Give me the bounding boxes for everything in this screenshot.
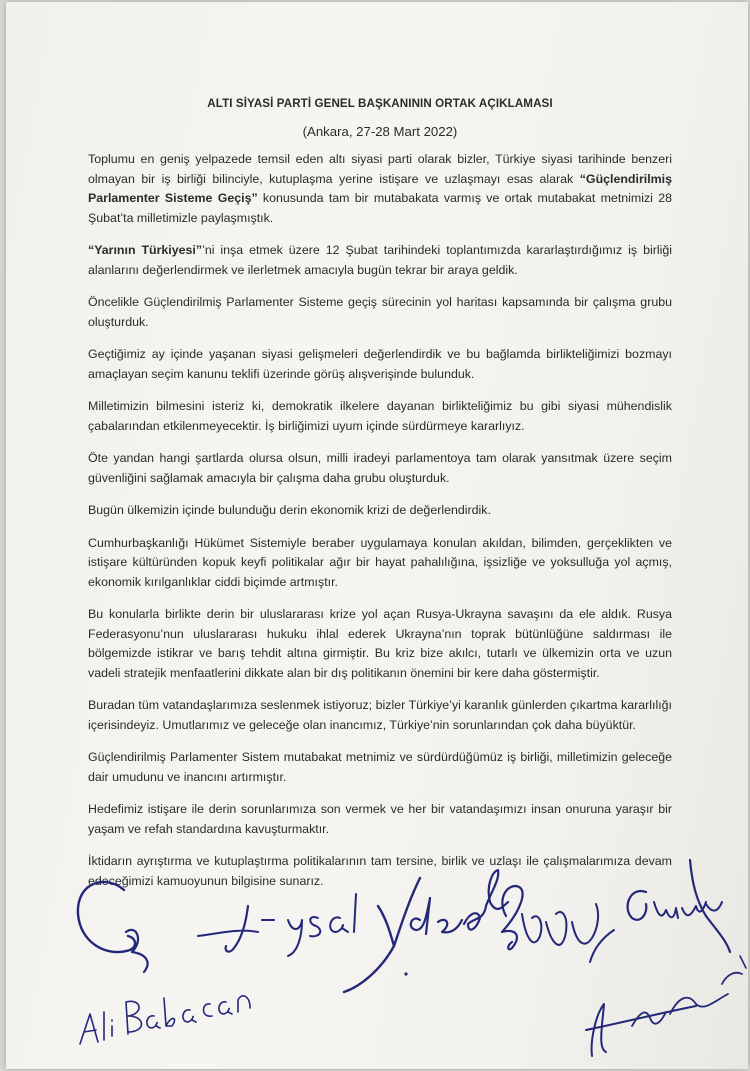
- paragraph-6: Öte yandan hangi şartlarda olursa olsun, milli iradeyi parlamentoya tam olarak yansıtmak üzere seçim güvenliğini sağlamak amacıyla bir çalışma daha grubu oluşturduk.: [88, 451, 672, 485]
- paragraph-11: Güçlendirilmiş Parlamenter Sistem mutabakat metnimiz ve sürdürdüğümüz iş birliği, milletimizin geleceğe dair umudunu ve inancını artırmıştır.: [88, 750, 672, 784]
- paragraph-8: Cumhurbaşkanlığı Hükümet Sistemiyle beraber uygulamaya konulan akıldan, bilimden, gerçeklikten ve istişare kültüründen kopuk keyfi politikalar ağır bir hayat pahalılığına, işsizliğe ve yoksulluğa yol açmış, ekonomik kırılganlıklar ciddi biçimde artmıştır.: [88, 535, 672, 589]
- document-date: (Ankara, 27-28 Mart 2022): [302, 123, 458, 139]
- document-title: ALTI SİYASİ PARTİ GENEL BAŞKANININ ORTAK AÇIKLAMASI: [207, 97, 553, 110]
- paragraph-1: Toplumu en geniş yelpazede temsil eden altı siyasi parti olarak bizler, Türkiye siyasi tarihinde benzeri olmayan bir iş birliği bilinciyle, kutuplaşma yerine istişare ve uzlaşmayı esas alarak “Güçlendirilmiş Parlamenter Sisteme Geçiş” konusunda tam bir mutabakata varmış ve ortak mutabakat metnimizi 28 Şubat’ta milletimizle paylaşmıştık.: [88, 152, 672, 225]
- paragraph-5: Milletimizin bilmesini isteriz ki, demokratik ilkelere dayanan birlikteliğimiz bu gibi siyasi mühendislik çabalarından etkilenmeyecektir. İş birliğimizi uyum içinde sürdürmeye kararlıyız.: [88, 399, 672, 433]
- bold-phrase-parliamentary-system: “Güçlendirilmiş Parlamenter Sisteme Geçiş”: [88, 171, 672, 205]
- paragraph-7: Bugün ülkemizin içinde bulunduğu derin ekonomik krizi de değerlendirdik.: [88, 503, 491, 517]
- paragraph-13: İktidarın ayrıştırma ve kutuplaştırma politikalarının tam tersine, birlik ve uzlaşı ile çalışmalarımıza devam edeceğimizi kamuoyunun bilgisine sunarız.: [88, 854, 672, 888]
- bold-phrase-yarinin-turkiyesi: “Yarının Türkiyesi”: [88, 243, 203, 257]
- signature-name-handwriting: [80, 996, 250, 1044]
- document-body: [88, 94, 672, 904]
- signature-6: [586, 956, 746, 1056]
- paragraph-9: Bu konularla birlikte derin bir uluslararası krize yol açan Rusya-Ukrayna savaşını da ele aldık. Rusya Federasyonu’nun uluslararası hukuku ihlal ederek Ukrayna’nın toprak bütünlüğüne saldırması ile bölgemizde istikrar ve barış tehdit altına girmiştir. Bu kriz bize akılcı, tutarlı ve ülkemizin orta ve uzun vadeli stratejik menfaatlerini dikkate alan bir dış politikanın önemini bir kere daha göstermiştir.: [88, 607, 672, 680]
- document-page: [6, 2, 748, 1069]
- paragraph-4: Geçtiğimiz ay içinde yaşanan siyasi gelişmeleri değerlendirdik ve bu bağlamda birlikteliğimizi bozmayı amaçlayan seçim kanunu teklifi üzerinde görüş alışverişinde bulunduk.: [88, 347, 672, 381]
- paragraph-3: Öncelikle Güçlendirilmiş Parlamenter Sisteme geçiş sürecinin yol haritası kapsamında bir çalışma grubu oluşturduk.: [88, 295, 672, 329]
- paragraph-12: Hedefimiz istişare ile derin sorunlarımıza son vermek ve her bir vatandaşımızı insan onuruna yaraşır bir yaşam ve refah standardına kavuşturmaktır.: [88, 802, 672, 836]
- paragraph-10: Buradan tüm vatandaşlarımıza seslenmek istiyoruz; bizler Türkiye’yi karanlık günlerden çıkartma kararlılığı içerisindeyiz. Umutlarımız ve geleceğe olan inancımız, Türkiye’nin sorunlarından çok daha büyüktür.: [88, 698, 672, 732]
- paragraph-2: “Yarının Türkiyesi”’ni inşa etmek üzere 12 Şubat tarihindeki toplantımızda kararlaştırdığımız iş birliği alanlarını değerlendirmek ve ilerletmek amacıyla bugün tekrar bir araya geldik.: [88, 243, 672, 277]
